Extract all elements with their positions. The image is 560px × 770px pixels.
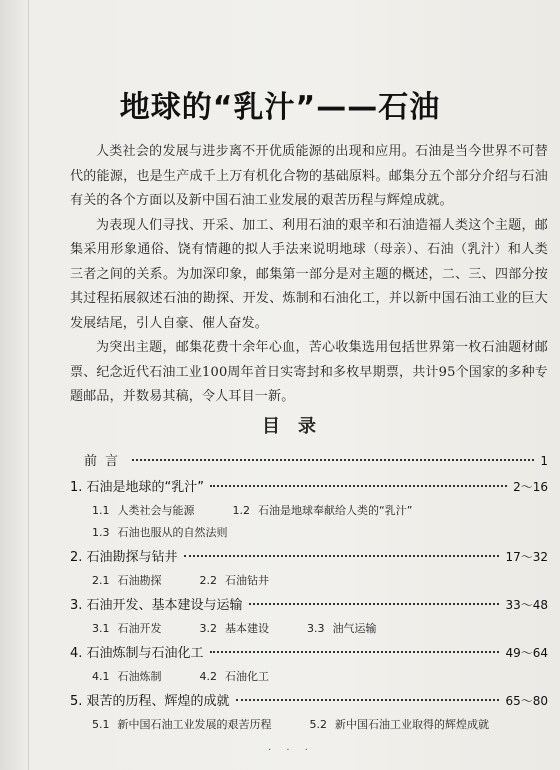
toc-subsection-title: 石油勘探 <box>117 574 162 587</box>
toc-subsection-title: 新中国石油工业发展的艰苦历程 <box>117 718 272 731</box>
toc-subsection-number: 4.2 <box>199 670 217 683</box>
toc-chapter-label: 4. 石油炼制与石油化工 <box>70 646 204 661</box>
toc-subsection-title: 石油钻井 <box>225 574 269 587</box>
toc-subsection-number: 1.1 <box>92 504 110 517</box>
toc-subsection <box>92 522 510 544</box>
toc-leader-dots <box>236 699 500 701</box>
toc-subsection <box>92 570 162 592</box>
toc-subsections <box>70 666 548 688</box>
toc-subsections <box>70 714 548 736</box>
toc-subsection-number: 3.2 <box>199 622 217 635</box>
toc-subsection-title: 石油是地球奉献给人类的“乳汁” <box>258 504 413 517</box>
toc-subsection <box>92 714 272 736</box>
toc-subsection <box>307 618 377 640</box>
intro-text <box>70 140 548 410</box>
toc-chapter <box>70 448 548 474</box>
toc-chapter <box>70 474 548 500</box>
toc-chapter-label: 2. 石油勘探与钻井 <box>70 550 178 565</box>
toc-subsection <box>233 500 413 522</box>
toc-chapter <box>70 592 548 618</box>
toc-subsection-number: 3.3 <box>307 622 325 635</box>
toc-page-range: 33～48 <box>505 598 548 612</box>
toc-page-range: 49～64 <box>505 646 548 660</box>
table-of-contents <box>70 448 548 736</box>
toc-subsections <box>70 570 548 592</box>
toc-subsection-title: 新中国石油工业取得的辉煌成就 <box>335 718 489 731</box>
toc-page-range: 2～16 <box>513 480 548 494</box>
toc-chapter <box>70 640 548 666</box>
scan-specks: · · · <box>268 745 314 756</box>
toc-page-range: 1 <box>540 454 548 468</box>
toc-chapter-label: 前言 <box>84 454 127 469</box>
toc-subsection <box>92 618 162 640</box>
toc-entry <box>70 448 548 474</box>
intro-paragraph: 为表现人们寻找、开采、加工、利用石油的艰辛和石油造福人类这个主题，邮集采用形象通俗、饶有情趣的拟人手法来说明地球（母亲）、石油（乳汁）和人类三者之间的关系。为加深印象，邮集第一部分是对主题的概述，二、三、四部分按其过程拓展叙述石油的勘探、开发、炼制和石油化工，并以新中国石油工业的巨大发展结尾，引人自豪、催人奋发。 <box>70 217 548 331</box>
toc-subsections <box>70 500 548 544</box>
toc-subsection <box>310 714 490 736</box>
toc-subsection-title: 石油炼制 <box>117 670 162 683</box>
toc-subsection-number: 2.2 <box>199 574 217 587</box>
toc-page-range: 65～80 <box>505 694 548 708</box>
toc-subsection-title: 石油开发 <box>117 622 162 635</box>
toc-subsection <box>200 570 270 592</box>
toc-subsection <box>92 500 195 522</box>
toc-entry <box>70 592 548 640</box>
toc-chapter <box>70 688 548 714</box>
toc-subsection-title: 石油也服从的自然法则 <box>117 526 228 539</box>
toc-subsection-number: 5.1 <box>92 718 110 731</box>
toc-subsection-number: 1.2 <box>232 504 250 517</box>
toc-chapter-label: 5. 艰苦的历程、辉煌的成就 <box>70 694 230 709</box>
toc-entry <box>70 474 548 544</box>
toc-chapter <box>70 544 548 570</box>
toc-subsection-number: 5.2 <box>309 718 327 731</box>
toc-entry <box>70 544 548 592</box>
toc-entry <box>70 688 548 736</box>
toc-subsection <box>200 618 270 640</box>
toc-chapter-label: 3. 石油开发、基本建设与运输 <box>70 598 243 613</box>
toc-subsection <box>92 666 162 688</box>
toc-subsection-number: 2.1 <box>92 574 110 587</box>
toc-page-range: 17～32 <box>505 550 548 564</box>
toc-heading: 目录 <box>262 416 334 437</box>
toc-leader-dots <box>249 603 500 605</box>
toc-subsection-number: 3.1 <box>92 622 110 635</box>
toc-entry <box>70 640 548 688</box>
toc-subsection-title: 基本建设 <box>225 622 269 635</box>
toc-subsections <box>70 618 548 640</box>
toc-leader-dots <box>210 485 507 487</box>
toc-subsection <box>200 666 270 688</box>
toc-subsection-title: 油气运输 <box>332 622 377 635</box>
toc-leader-dots <box>132 459 534 461</box>
toc-subsection-title: 石油化工 <box>225 670 269 683</box>
intro-paragraph: 人类社会的发展与进步离不开优质能源的出现和应用。石油是当今世界不可替代的能源，也是生产成千上万有机化合物的基础原料。邮集分五个部分介绍与石油有关的各个方面以及新中国石油工业发展的艰苦历程与辉煌成就。 <box>70 144 548 208</box>
intro-paragraph: 为突出主题，邮集花费十余年心血，苦心收集选用包括世界第一枚石油题材邮票、纪念近代石油工业100周年首日实寄封和多枚早期票，共计95个国家的多种专题邮品，并数易其稿，令人耳目一新。 <box>70 340 548 404</box>
toc-leader-dots <box>184 555 500 557</box>
toc-leader-dots <box>210 651 500 653</box>
toc-chapter-label: 1. 石油是地球的“乳汁” <box>70 480 205 495</box>
toc-subsection-number: 1.3 <box>92 526 110 539</box>
toc-subsection-number: 4.1 <box>92 670 110 683</box>
page-title: 地球的“乳汁”——石油 <box>119 90 441 125</box>
toc-subsection-title: 人类社会与能源 <box>117 504 195 517</box>
